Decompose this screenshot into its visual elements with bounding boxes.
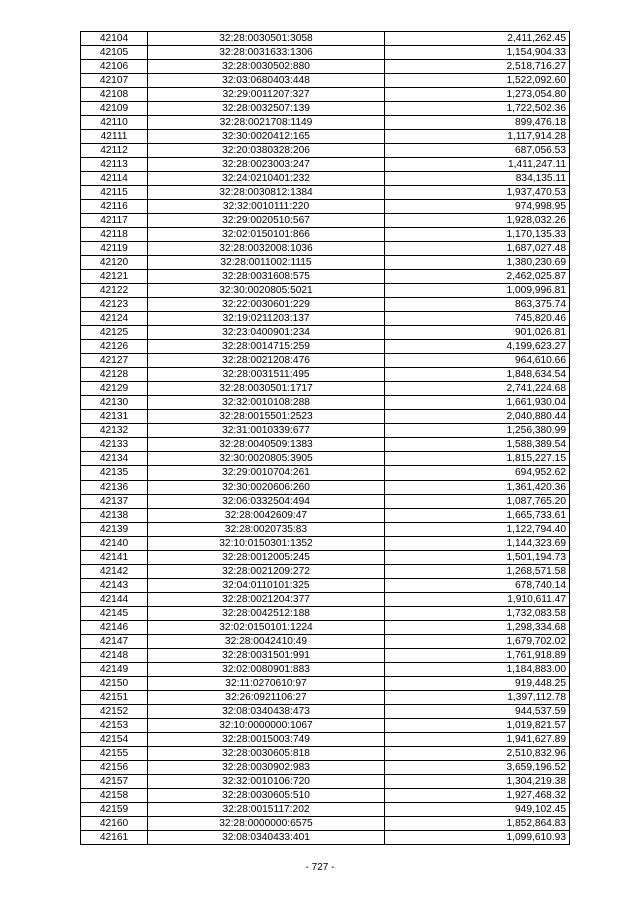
cadastral-number-cell: 32:30:0020606:260: [148, 480, 385, 494]
amount-cell: 1,256,380.99: [385, 424, 570, 438]
row-number-cell: 42113: [81, 158, 148, 172]
table-row: [81, 116, 570, 130]
table-row: [81, 228, 570, 242]
cadastral-number-cell: 32:28:0021204:377: [148, 592, 385, 606]
row-number-cell: 42148: [81, 648, 148, 662]
table-row: [81, 648, 570, 662]
row-number-cell: 42142: [81, 564, 148, 578]
row-number-cell: 42107: [81, 74, 148, 88]
cadastral-number-cell: 32:03:0680403:448: [148, 74, 385, 88]
cadastral-number-cell: 32:28:0032507:139: [148, 102, 385, 116]
records-table-body: [81, 32, 570, 845]
row-number-cell: 42115: [81, 186, 148, 200]
cadastral-number-cell: 32:28:0021208:476: [148, 354, 385, 368]
cadastral-number-cell: 32:28:0031501:991: [148, 648, 385, 662]
amount-cell: 2,518,716.27: [385, 60, 570, 74]
row-number-cell: 42147: [81, 634, 148, 648]
amount-cell: 1,679,702.02: [385, 634, 570, 648]
row-number-cell: 42150: [81, 676, 148, 690]
row-number-cell: 42131: [81, 410, 148, 424]
table-row: [81, 270, 570, 284]
row-number-cell: 42155: [81, 746, 148, 760]
amount-cell: 1,928,032.26: [385, 214, 570, 228]
amount-cell: 1,154,904.33: [385, 46, 570, 60]
row-number-cell: 42121: [81, 270, 148, 284]
row-number-cell: 42125: [81, 326, 148, 340]
row-number-cell: 42111: [81, 130, 148, 144]
amount-cell: 745,820.46: [385, 312, 570, 326]
cadastral-number-cell: 32:19:0211203:137: [148, 312, 385, 326]
row-number-cell: 42119: [81, 242, 148, 256]
amount-cell: 1,087,765.20: [385, 494, 570, 508]
page-number: - 727 -: [305, 862, 335, 873]
amount-cell: 1,184,883.00: [385, 662, 570, 676]
cadastral-number-cell: 32:28:0021209:272: [148, 564, 385, 578]
amount-cell: 694,952.62: [385, 466, 570, 480]
amount-cell: 2,040,880.44: [385, 410, 570, 424]
table-row: [81, 158, 570, 172]
cadastral-number-cell: 32:28:0030902:983: [148, 760, 385, 774]
row-number-cell: 42130: [81, 396, 148, 410]
cadastral-number-cell: 32:26:0921106:27: [148, 690, 385, 704]
table-row: [81, 46, 570, 60]
table-row: [81, 326, 570, 340]
cadastral-number-cell: 32:28:0040509:1383: [148, 438, 385, 452]
row-number-cell: 42140: [81, 536, 148, 550]
row-number-cell: 42112: [81, 144, 148, 158]
row-number-cell: 42144: [81, 592, 148, 606]
table-row: [81, 620, 570, 634]
amount-cell: 863,375.74: [385, 298, 570, 312]
row-number-cell: 42129: [81, 382, 148, 396]
row-number-cell: 42154: [81, 732, 148, 746]
amount-cell: 1,099,610.93: [385, 830, 570, 844]
row-number-cell: 42127: [81, 354, 148, 368]
row-number-cell: 42161: [81, 830, 148, 844]
amount-cell: 1,848,634.54: [385, 368, 570, 382]
row-number-cell: 42152: [81, 704, 148, 718]
amount-cell: 1,019,821.57: [385, 718, 570, 732]
cadastral-number-cell: 32:28:0031608:575: [148, 270, 385, 284]
table-row: [81, 704, 570, 718]
row-number-cell: 42110: [81, 116, 148, 130]
row-number-cell: 42151: [81, 690, 148, 704]
table-row: [81, 354, 570, 368]
table-row: [81, 382, 570, 396]
cadastral-number-cell: 32:28:0032008:1036: [148, 242, 385, 256]
amount-cell: 1,761,918.89: [385, 648, 570, 662]
table-row: [81, 802, 570, 816]
row-number-cell: 42109: [81, 102, 148, 116]
row-number-cell: 42124: [81, 312, 148, 326]
cadastral-number-cell: 32:28:0015501:2523: [148, 410, 385, 424]
amount-cell: 944,537.59: [385, 704, 570, 718]
cadastral-number-cell: 32:11:0270610:97: [148, 676, 385, 690]
table-row: [81, 144, 570, 158]
amount-cell: 4,199,623.27: [385, 340, 570, 354]
table-row: [81, 256, 570, 270]
row-number-cell: 42159: [81, 802, 148, 816]
cadastral-number-cell: 32:28:0011002:1115: [148, 256, 385, 270]
table-row: [81, 578, 570, 592]
table-row: [81, 410, 570, 424]
row-number-cell: 42157: [81, 774, 148, 788]
table-row: [81, 732, 570, 746]
table-row: [81, 536, 570, 550]
cadastral-number-cell: 32:30:0020412:165: [148, 130, 385, 144]
cadastral-number-cell: 32:30:0020805:3905: [148, 452, 385, 466]
amount-cell: 2,741,224.68: [385, 382, 570, 396]
table-row: [81, 284, 570, 298]
table-row: [81, 564, 570, 578]
cadastral-number-cell: 32:02:0150101:1224: [148, 620, 385, 634]
amount-cell: 1,144,323.69: [385, 536, 570, 550]
amount-cell: 1,927,468.32: [385, 788, 570, 802]
cadastral-number-cell: 32:32:0010108:288: [148, 396, 385, 410]
table-row: [81, 186, 570, 200]
row-number-cell: 42141: [81, 550, 148, 564]
amount-cell: 1,661,930.04: [385, 396, 570, 410]
row-number-cell: 42153: [81, 718, 148, 732]
row-number-cell: 42135: [81, 466, 148, 480]
cadastral-number-cell: 32:20:0380328:206: [148, 144, 385, 158]
amount-cell: 834,135.11: [385, 172, 570, 186]
amount-cell: 1,910,611.47: [385, 592, 570, 606]
row-number-cell: 42146: [81, 620, 148, 634]
amount-cell: 1,815,227.15: [385, 452, 570, 466]
amount-cell: 1,665,733.61: [385, 508, 570, 522]
row-number-cell: 42128: [81, 368, 148, 382]
table-row: [81, 830, 570, 844]
cadastral-number-cell: 32:28:0042512:188: [148, 606, 385, 620]
cadastral-number-cell: 32:10:0000000:1067: [148, 718, 385, 732]
table-row: [81, 788, 570, 802]
table-row: [81, 662, 570, 676]
amount-cell: 919,448.25: [385, 676, 570, 690]
table-row: [81, 466, 570, 480]
row-number-cell: 42134: [81, 452, 148, 466]
amount-cell: 1,687,027.48: [385, 242, 570, 256]
row-number-cell: 42117: [81, 214, 148, 228]
row-number-cell: 42139: [81, 522, 148, 536]
row-number-cell: 42123: [81, 298, 148, 312]
table-row: [81, 200, 570, 214]
table-row: [81, 172, 570, 186]
row-number-cell: 42137: [81, 494, 148, 508]
row-number-cell: 42116: [81, 200, 148, 214]
table-row: [81, 760, 570, 774]
table-row: [81, 480, 570, 494]
amount-cell: 1,522,092.60: [385, 74, 570, 88]
row-number-cell: 42133: [81, 438, 148, 452]
row-number-cell: 42104: [81, 32, 148, 46]
table-row: [81, 396, 570, 410]
table-row: [81, 634, 570, 648]
table-row: [81, 298, 570, 312]
cadastral-number-cell: 32:04:0110101:325: [148, 578, 385, 592]
cadastral-number-cell: 32:28:0030812:1384: [148, 186, 385, 200]
cadastral-number-cell: 32:28:0030501:1717: [148, 382, 385, 396]
cadastral-number-cell: 32:28:0000000:6575: [148, 816, 385, 830]
amount-cell: 1,732,083.58: [385, 606, 570, 620]
table-row: [81, 312, 570, 326]
amount-cell: 2,462,025.87: [385, 270, 570, 284]
row-number-cell: 42106: [81, 60, 148, 74]
amount-cell: 3,659,196.52: [385, 760, 570, 774]
amount-cell: 1,304,219.38: [385, 774, 570, 788]
cadastral-number-cell: 32:28:0030502:880: [148, 60, 385, 74]
table-row: [81, 60, 570, 74]
table-row: [81, 550, 570, 564]
cadastral-number-cell: 32:28:0042609:47: [148, 508, 385, 522]
amount-cell: 1,941,627.89: [385, 732, 570, 746]
cadastral-number-cell: 32:24:0210401:232: [148, 172, 385, 186]
cadastral-number-cell: 32:02:0150101:866: [148, 228, 385, 242]
table-row: [81, 32, 570, 46]
table-row: [81, 452, 570, 466]
table-row: [81, 606, 570, 620]
amount-cell: 974,998.95: [385, 200, 570, 214]
cadastral-number-cell: 32:28:0023003:247: [148, 158, 385, 172]
table-row: [81, 508, 570, 522]
row-number-cell: 42114: [81, 172, 148, 186]
table-row: [81, 522, 570, 536]
row-number-cell: 42126: [81, 340, 148, 354]
amount-cell: 1,852,864.83: [385, 816, 570, 830]
table-row: [81, 130, 570, 144]
row-number-cell: 42149: [81, 662, 148, 676]
amount-cell: 1,170,135.33: [385, 228, 570, 242]
table-row: [81, 494, 570, 508]
row-number-cell: 42158: [81, 788, 148, 802]
amount-cell: 964,610.66: [385, 354, 570, 368]
table-row: [81, 340, 570, 354]
cadastral-number-cell: 32:28:0042410:49: [148, 634, 385, 648]
row-number-cell: 42132: [81, 424, 148, 438]
table-row: [81, 746, 570, 760]
amount-cell: 1,937,470.53: [385, 186, 570, 200]
table-row: [81, 74, 570, 88]
cadastral-number-cell: 32:28:0031511:495: [148, 368, 385, 382]
table-row: [81, 102, 570, 116]
cadastral-number-cell: 32:22:0030601:229: [148, 298, 385, 312]
amount-cell: 1,117,914.28: [385, 130, 570, 144]
cadastral-number-cell: 32:28:0030605:510: [148, 788, 385, 802]
cadastral-number-cell: 32:23:0400901:234: [148, 326, 385, 340]
table-row: [81, 438, 570, 452]
cadastral-number-cell: 32:28:0014715:259: [148, 340, 385, 354]
cadastral-number-cell: 32:02:0080901:883: [148, 662, 385, 676]
cadastral-number-cell: 32:29:0010704:261: [148, 466, 385, 480]
amount-cell: 2,411,262.45: [385, 32, 570, 46]
row-number-cell: 42160: [81, 816, 148, 830]
amount-cell: 1,009,996.81: [385, 284, 570, 298]
amount-cell: 1,361,420.36: [385, 480, 570, 494]
amount-cell: 1,411,247.11: [385, 158, 570, 172]
amount-cell: 1,268,571.58: [385, 564, 570, 578]
table-row: [81, 242, 570, 256]
table-row: [81, 592, 570, 606]
row-number-cell: 42118: [81, 228, 148, 242]
cadastral-number-cell: 32:28:0020735:83: [148, 522, 385, 536]
amount-cell: 678,740.14: [385, 578, 570, 592]
cadastral-number-cell: 32:08:0340438:473: [148, 704, 385, 718]
cadastral-number-cell: 32:28:0015117:202: [148, 802, 385, 816]
amount-cell: 1,722,502.36: [385, 102, 570, 116]
amount-cell: 901,026.81: [385, 326, 570, 340]
cadastral-number-cell: 32:28:0030605:818: [148, 746, 385, 760]
cadastral-number-cell: 32:32:0010111:220: [148, 200, 385, 214]
amount-cell: 1,397,112.78: [385, 690, 570, 704]
amount-cell: 2,510,832.96: [385, 746, 570, 760]
amount-cell: 1,380,230.69: [385, 256, 570, 270]
cadastral-number-cell: 32:10:0150301:1352: [148, 536, 385, 550]
table-row: [81, 774, 570, 788]
amount-cell: 687,056.53: [385, 144, 570, 158]
table-row: [81, 690, 570, 704]
row-number-cell: 42108: [81, 88, 148, 102]
table-row: [81, 676, 570, 690]
cadastral-number-cell: 32:28:0031633:1306: [148, 46, 385, 60]
cadastral-number-cell: 32:32:0010106:720: [148, 774, 385, 788]
amount-cell: 1,588,389.54: [385, 438, 570, 452]
amount-cell: 899,476.18: [385, 116, 570, 130]
row-number-cell: 42120: [81, 256, 148, 270]
cadastral-number-cell: 32:31:0010339:677: [148, 424, 385, 438]
cadastral-number-cell: 32:29:0011207:327: [148, 88, 385, 102]
row-number-cell: 42136: [81, 480, 148, 494]
row-number-cell: 42145: [81, 606, 148, 620]
row-number-cell: 42143: [81, 578, 148, 592]
row-number-cell: 42156: [81, 760, 148, 774]
row-number-cell: 42122: [81, 284, 148, 298]
cadastral-number-cell: 32:28:0015003:749: [148, 732, 385, 746]
table-row: [81, 368, 570, 382]
row-number-cell: 42105: [81, 46, 148, 60]
table-row: [81, 718, 570, 732]
row-number-cell: 42138: [81, 508, 148, 522]
cadastral-number-cell: 32:08:0340433:401: [148, 830, 385, 844]
cadastral-number-cell: 32:28:0021708:1149: [148, 116, 385, 130]
records-table: [80, 31, 570, 845]
table-row: [81, 424, 570, 438]
table-row: [81, 214, 570, 228]
table-row: [81, 816, 570, 830]
table-row: [81, 88, 570, 102]
cadastral-number-cell: 32:28:0012005:245: [148, 550, 385, 564]
cadastral-number-cell: 32:30:0020805:5021: [148, 284, 385, 298]
amount-cell: 1,122,794.40: [385, 522, 570, 536]
amount-cell: 1,273,054.80: [385, 88, 570, 102]
amount-cell: 1,298,334.68: [385, 620, 570, 634]
cadastral-number-cell: 32:29:0020510:567: [148, 214, 385, 228]
amount-cell: 1,501,194.73: [385, 550, 570, 564]
cadastral-number-cell: 32:06:0332504:494: [148, 494, 385, 508]
amount-cell: 949,102.45: [385, 802, 570, 816]
cadastral-number-cell: 32:28:0030501:3058: [148, 32, 385, 46]
